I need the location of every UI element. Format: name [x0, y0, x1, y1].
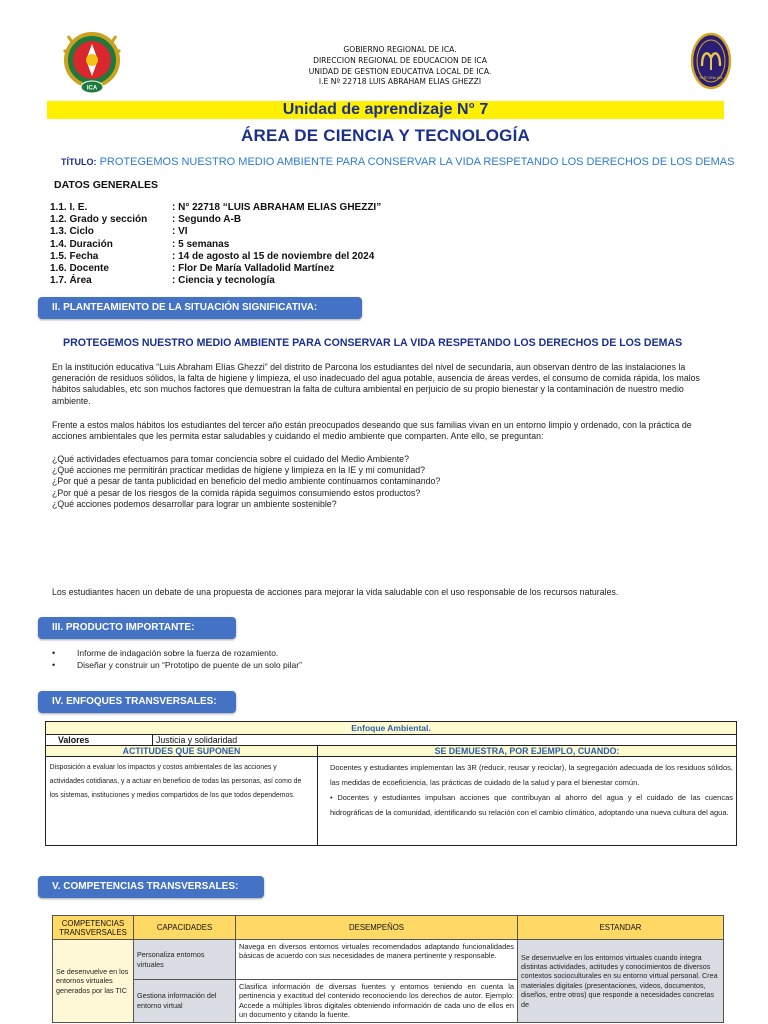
parcona-ie-logo: [690, 32, 732, 90]
valores-value: Justicia y solidaridad: [156, 735, 238, 745]
section-2-heading: II. PLANTEAMIENTO DE LA SITUACIÓN SIGNIFICATIVA:: [38, 297, 362, 319]
header-line-4: I.E Nº 22718 LUIS ABRAHAM ELIAS GHEZZI: [318, 77, 482, 87]
datos-value: : Flor De María Valladolid Martínez: [172, 262, 335, 274]
question-item: ¿Qué acciones podemos desarrollar para lograr un ambiente sostenible?: [52, 498, 337, 509]
valores-row: [46, 735, 736, 746]
actitudes-header: ACTITUDES QUE SUPONEN: [46, 746, 318, 756]
demuestra-text-2: • Docentes y estudiantes impulsan acciones que contribuyan al ahorro del agua y el cuidado de las cuencas hidrográficas de la comunidad, identificando su relación con el cambio climático, adoptando una nueva cultura del agua.: [330, 793, 733, 817]
gobierno-regional-ica-logo: [62, 30, 122, 94]
datos-key: 1.6. Docente: [50, 262, 109, 274]
situacion-paragraph-3: Los estudiantes hacen un debate de una propuesta de acciones para mejorar la vida saludable con el uso responsable de los recursos naturales.: [52, 587, 619, 597]
datos-key: 1.3. Ciclo: [50, 226, 94, 238]
logo-right-text: PARCONA ICA: [699, 76, 723, 80]
situacion-paragraph-1: En la institución educativa “Luis Abraham Elías Ghezzi” del distrito de Parcona los estudiantes del nivel de secundaria, aun observan dentro de las instalaciones la generación de residuos sólidos, la falta de higiene y limpieza, el uso inadecuado del agua potable, ausencia de áreas verdes, el consumo de comida rápida, los malos hábitos saludables, etc son muchos factores que demuestran la falta de cultura ambiental en perjuicio de su propio bienestar y la contaminación de nuestro medio ambiente.: [52, 362, 700, 406]
titulo-value: PROTEGEMOS NUESTRO MEDIO AMBIENTE PARA CONSERVAR LA VIDA RESPETANDO LOS DERECHOS DE LOS DEMAS: [99, 156, 735, 168]
datos-value: : N° 22718 “LUIS ABRAHAM ELIAS GHEZZI”: [172, 202, 382, 213]
actitudes-cell: [46, 757, 318, 845]
header-line-3: UNIDAD DE GESTION EDUCATIVA LOCAL DE ICA.: [308, 66, 492, 76]
header-capacidades: CAPACIDADES: [134, 916, 236, 940]
datos-key: 1.5. Fecha: [50, 250, 99, 262]
unit-title: Unidad de aprendizaje N° 7: [47, 101, 724, 119]
header-estandar: ESTANDAR: [518, 916, 724, 940]
datos-generales-heading: DATOS GENERALES: [54, 179, 159, 191]
actitudes-text: Disposición a evaluar los impactos y costos ambientales de las acciones y actividades cotidianas, y a actuar en beneficio de todas las personas, así como de los sistemas, instituciones y medios compartidos de los que todos dependemos.: [49, 762, 302, 799]
situacion-questions: [52, 454, 440, 510]
enfoque-title: Enfoque Ambiental.: [46, 722, 736, 735]
desempeno-cell: Clasifica información de diversas fuentes y entornos teniendo en cuenta la pertinencia y exactitud del contenido reconociendo los derechos de autor. Ejemplo: Accede a múltiples libros digitales obteniendo información de cada uno de ellos en un documento y citando la fuente.: [236, 980, 518, 1023]
enfoque-table: [45, 721, 737, 846]
section-5-heading: V. COMPETENCIAS TRANSVERSALES:: [38, 876, 264, 898]
datos-key: 1.4. Duración: [50, 238, 113, 250]
enfoque-column-headers: [46, 746, 736, 757]
datos-key: 1.7. Área: [50, 275, 92, 287]
datos-value: : Segundo A-B: [172, 214, 242, 226]
capacidad-cell: Personaliza entornos virtuales: [134, 940, 236, 980]
question-item: ¿Por qué a pesar de los riesgos de la comida rápida seguimos consumiendo estos productos?: [52, 487, 421, 498]
situacion-title: PROTEGEMOS NUESTRO MEDIO AMBIENTE PARA CONSERVAR LA VIDA RESPETANDO LOS DERECHOS DE LOS DEMAS: [63, 337, 683, 349]
situacion-paragraph-2: Frente a estos malos hábitos los estudiantes del tercer año están preocupados deseando que sus familias vivan en un entorno limpio y ordenado, con la práctica de acciones ambientales que les permita estar saludables y cuidando el medio ambiente que comparten. Ante ello, se preguntan:: [52, 420, 692, 442]
header-competencias: COMPETENCIAS TRANSVERSALES: [53, 916, 134, 940]
area-title: ÁREA DE CIENCIA Y TECNOLOGÍA: [241, 126, 530, 145]
titulo-label: TÍTULO:: [61, 157, 97, 167]
demuestra-cell: [318, 757, 736, 845]
datos-key: 1.2. Grado y sección: [50, 214, 148, 226]
datos-value: : Ciencia y tecnología: [172, 275, 275, 287]
question-item: ¿Qué acciones me permitirán practicar medidas de higiene y limpieza en la IE y mi comunidad?: [52, 465, 426, 476]
producto-item: • Diseñar y construir un “Prototipo de puente de un solo pilar”: [52, 659, 302, 671]
enfoque-content-row: [46, 757, 736, 845]
desempeno-cell: Navega en diversos entornos virtuales recomendados adaptando funcionalidades básicas de acuerdo con sus necesidades de manera pertinente y responsable.: [236, 940, 518, 980]
demuestra-text-1: Docentes y estudiantes implementan las 3R (reducir, reusar y reciclar), la segregación adecuada de los residuos sólidos, las medidas de ecoeficiencia, las prácticas de cuidado de la salud y para el bienestar común.: [330, 763, 733, 787]
competencia-cell: Se desenvuelve en los entornos virtuales generados por las TIC: [53, 940, 134, 1023]
datos-key: 1.1. I. E.: [50, 202, 88, 213]
logo-left-text: ICA: [86, 85, 98, 92]
unit-subtitle: [61, 156, 761, 168]
datos-value: : 14 de agosto al 15 de noviembre del 2024: [172, 250, 375, 262]
question-item: ¿Por qué a pesar de tanta publicidad en beneficio del medio ambiente continuamos contaminando?: [52, 476, 441, 487]
section-4-heading: IV. ENFOQUES TRANSVERSALES:: [38, 691, 236, 713]
producto-list: [52, 647, 302, 671]
estandar-cell: Se desenvuelve en los entornos virtuales cuando integra distintas actividades, actitudes y conocimientos de diversos contextos socioculturales en su entorno virtual personal. Crea materiales digitales (presentaciones, videos, documentos, diseños, entre otros) que responde a necesidades concretas de: [518, 940, 724, 1023]
valores-label: Valores: [46, 735, 153, 745]
question-item: ¿Qué actividades efectuamos para tomar conciencia sobre el cuidado del Medio Ambiente?: [52, 454, 409, 464]
header-line-2: DIRECCION REGIONAL DE EDUCACION DE ICA: [313, 55, 487, 65]
capacidad-cell: Gestiona información del entorno virtual: [134, 980, 236, 1023]
competencias-table: [52, 915, 723, 1024]
producto-item: • Informe de indagación sobre la fuerza de rozamiento.: [52, 647, 302, 659]
institution-header: [250, 45, 550, 88]
section-3-heading: III. PRODUCTO IMPORTANTE:: [38, 617, 236, 639]
header-desempenos: DESEMPEÑOS: [236, 916, 518, 940]
header-line-1: GOBIERNO REGIONAL DE ICA.: [343, 45, 457, 54]
datos-value: : 5 semanas: [172, 238, 230, 250]
datos-value: : VI: [172, 226, 188, 238]
demuestra-header: SE DEMUESTRA, POR EJEMPLO, CUANDO:: [434, 746, 620, 756]
